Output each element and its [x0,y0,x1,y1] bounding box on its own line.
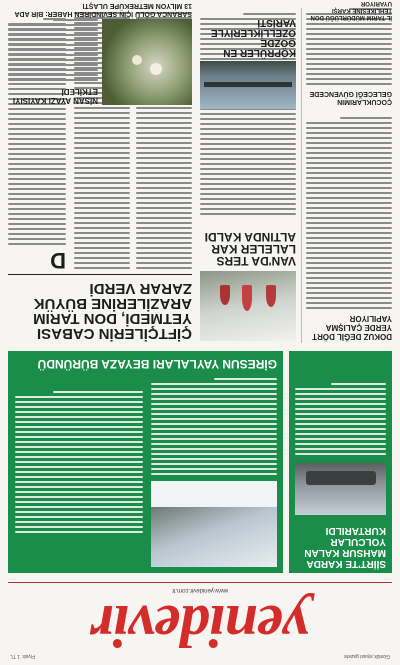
vanda-headline: VAN'DA TERS LALELER KAR ALTINDA KALDI [204,230,296,268]
bridge-headline: KÖPRÜLER EN GÖZDE ÖZELLİKLERİYLE VARİSTİ [211,17,296,58]
giresun-photo [151,481,277,567]
kayisi-text [8,16,98,81]
side-text [306,114,392,309]
giresun-headline: GİRESUN YAYLALARI BEYAZA BÜRÜNDÜ [37,357,277,371]
main-drop-cap: D [50,248,66,273]
green-box-giresun [8,351,283,573]
masthead-rule [8,582,392,583]
main-headline-rule [8,274,192,275]
masthead-website: www.yenidevir.com.tr [171,587,229,593]
giresun-text-right [15,388,143,533]
masthead-info-right: Fiyatı: 1 TL [10,653,35,659]
kayisi-subhead: NİSAN AYAZI KAYISIYI ETKİLEDİ [12,87,98,105]
siirt-text [295,380,386,455]
siirt-headline: SİİRT'TE KARDA MAHSUR KALAN YOLCULAR KURTARILDI [304,525,386,569]
lake-headline: SARANCA GÖLÜ İÇİN SEVİNDİREN HABER: BİR ADA 13 MİLYON METREKÜPE ULAŞTI [14,2,192,17]
bridge-photo [200,61,296,109]
agri-headline: İL TARIM MÜDÜRLÜĞÜ DON TEHLİKESİNE KARŞI UYARIYOR [310,0,392,20]
vanda-photo [200,271,296,341]
kayisi-photo [102,19,192,105]
column-divider [301,8,302,343]
main-headline: ÇİFTÇİLERİN CABASI YETMEDİ, DON TARIM ARAZİLERİNE BÜYÜK ZARAR VERDİ [33,280,192,342]
masthead-info-left: Günlük siyasi gazete [343,653,390,659]
green-box-siirt [289,351,392,573]
siirt-photo [295,463,386,515]
giresun-text-left [151,375,277,475]
masthead-logo: yenidevir [91,593,309,659]
side-subhead: ÇOCUKLARIMIN GELECEĞİ GÜVENCEDE [309,90,392,105]
side-headline: DOKUZ DEĞİL DÖRT YERDE ÇALIŞMA YAPILIYOR [312,314,392,341]
